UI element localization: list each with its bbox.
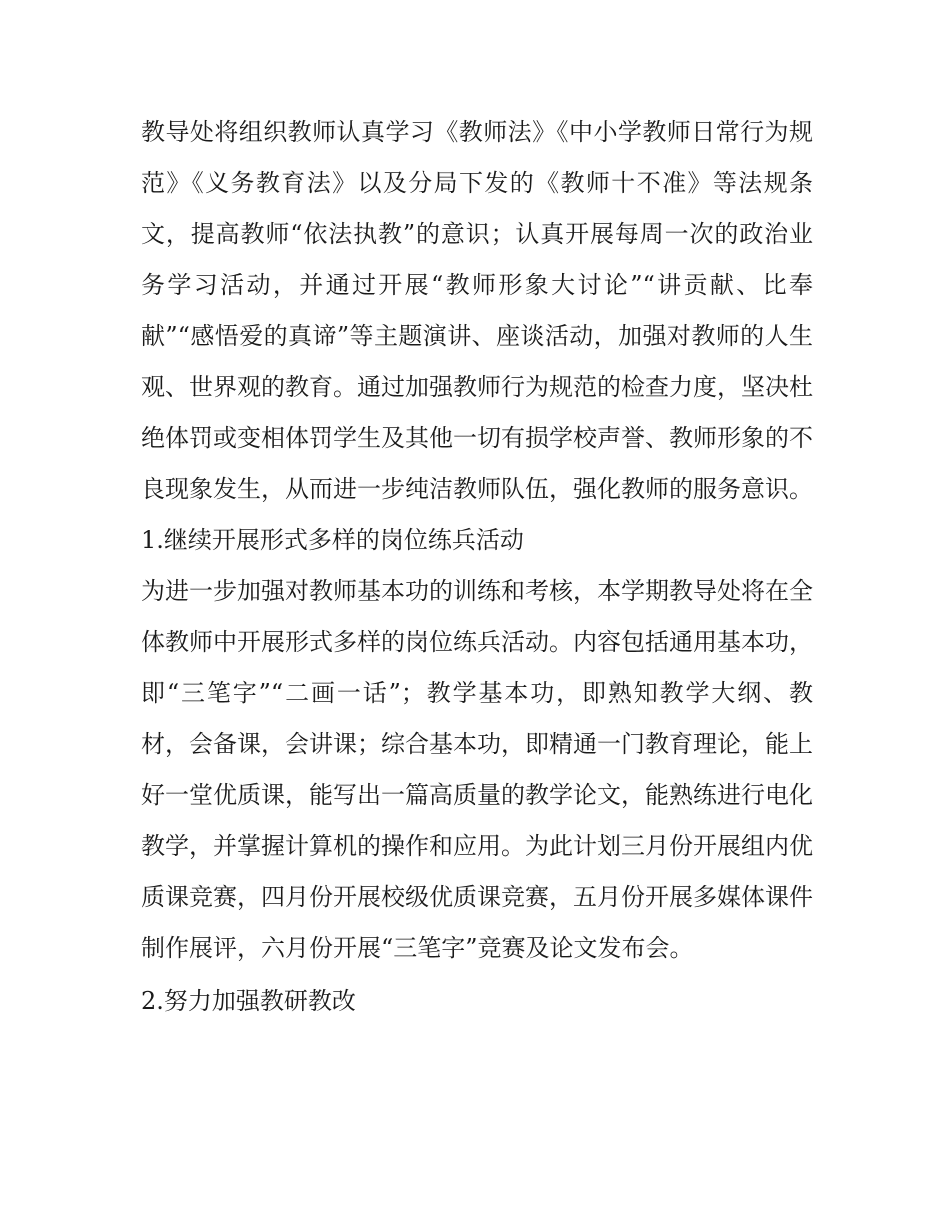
paragraph-skills-training: 为进一步加强对教师基本功的训练和考核，本学期教导处将在全体教师中开展形式多样的岗位练兵活动。内容包括通用基本功，即“三笔字”“二画一话”；教学基本功，即熟知教学大纲、教材，会备课，会讲课；综合基本功，即精通一门教育理论，能上好一堂优质课，能写出一篇高质量的教学论文，能熟练进行电化教学，并掌握计算机的操作和应用。为此计划三月份开展组内优质课竞赛，四月份开展校级优质课竞赛，五月份开展多媒体课件制作展评，六月份开展“三笔字”竞赛及论文发布会。: [141, 577, 813, 962]
section-heading-2: 2.努力加强教研教改: [141, 987, 356, 1015]
paragraph-teacher-ethics: 教导处将组织教师认真学习《教师法》《中小学教师日常行为规范》《义务教育法》以及分局下发的《教师十不准》等法规条文，提高教师“依法执教”的意识；认真开展每周一次的政治业务学习活动，并通过开展“教师形象大讨论”“讲贡献、比奉献”“感悟爱的真谛”等主题演讲、座谈活动，加强对教师的人生观、世界观的教育。通过加强教师行为规范的检查力度，坚决杜绝体罚或变相体罚学生及其他一切有损学校声誉、教师形象的不良现象发生，从而进一步纯洁教师队伍，强化教师的服务意识。: [141, 118, 813, 503]
document-body: [141, 107, 813, 1027]
section-heading-1: 1.继续开展形式多样的岗位练兵活动: [141, 526, 524, 554]
